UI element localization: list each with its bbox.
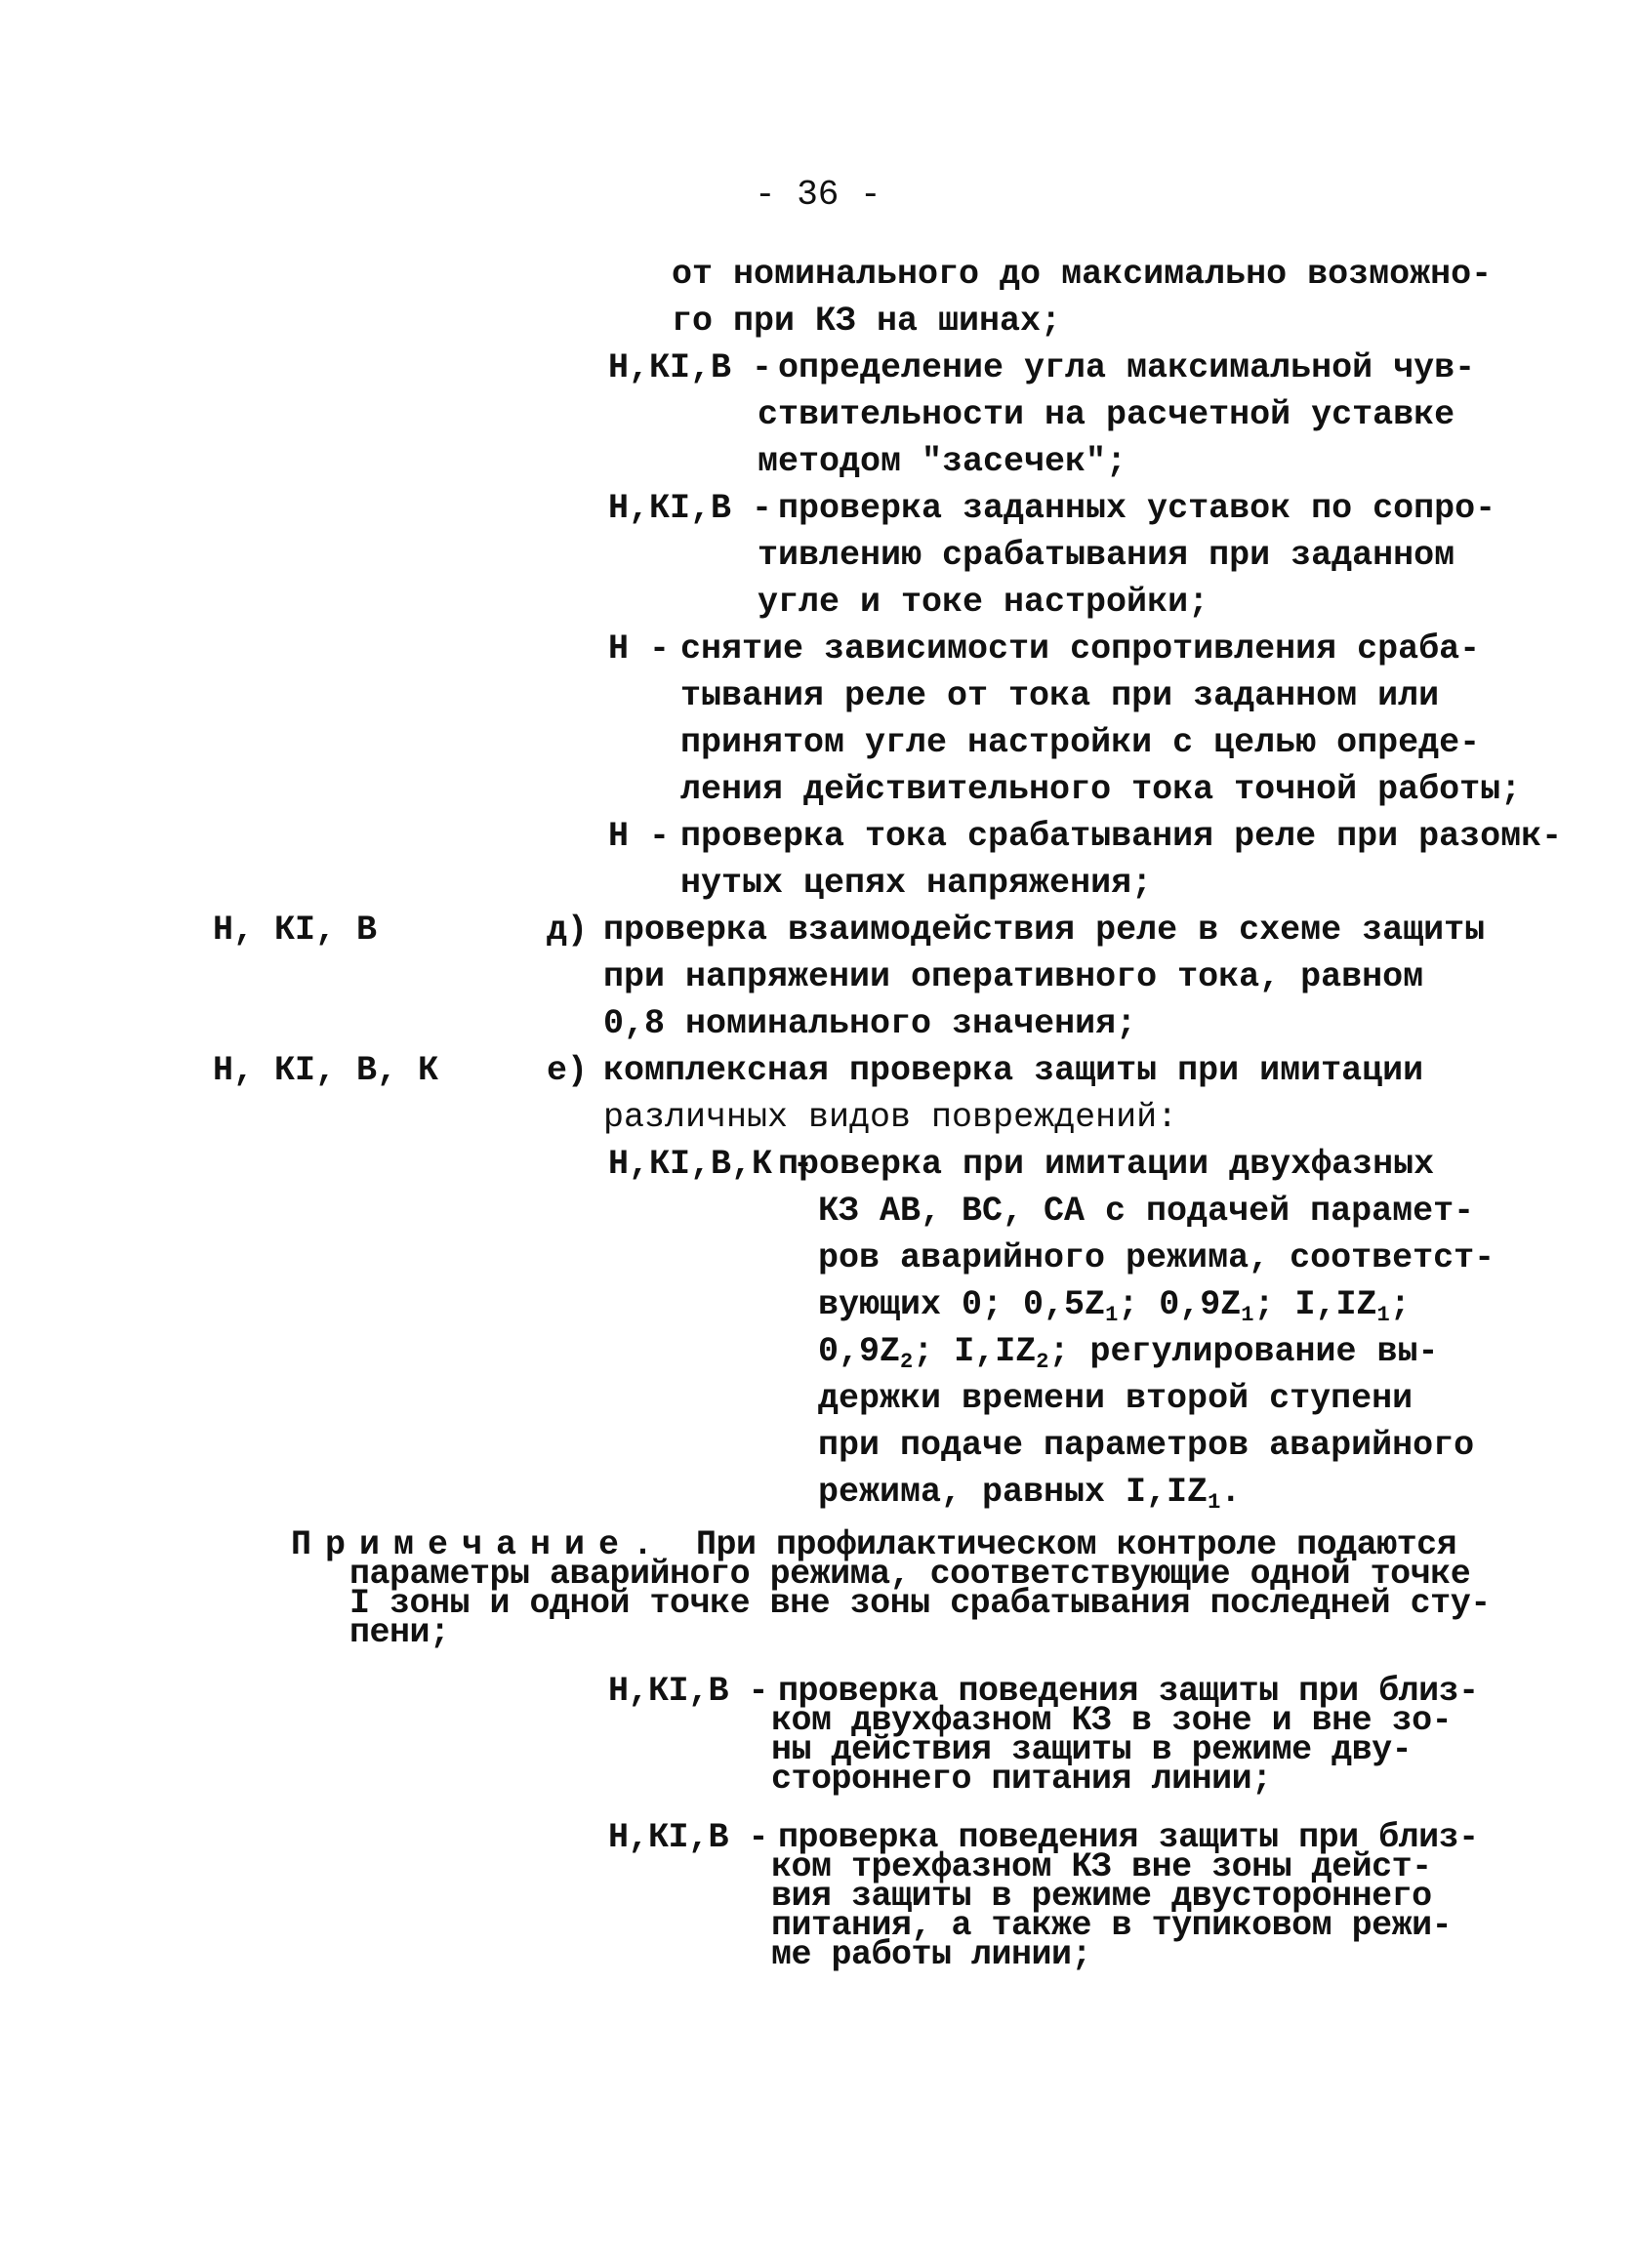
subscript: 2 — [900, 1350, 914, 1374]
note-line: I зоны и одной точке вне зоны срабатывания последней сту- — [349, 1584, 1491, 1623]
text-line: проверка тока срабатывания реле при разомк- — [680, 817, 1563, 856]
text-line: КЗ АВ, ВС, СА с подачей парамет- — [818, 1192, 1475, 1231]
text-line: угле и токе настройки; — [758, 583, 1209, 622]
subscript: 1 — [1241, 1303, 1254, 1327]
text-line: проверка при имитации двухфазных — [778, 1145, 1435, 1184]
item-code: Н,КI,В - — [608, 1818, 769, 1857]
note-line: При профилактическом контроле подаются — [696, 1525, 1457, 1564]
text-line: 0,8 номинального значения; — [603, 1004, 1137, 1043]
formula-text: режима, равных I,IZ — [818, 1473, 1209, 1512]
note-line: пени; — [349, 1613, 450, 1652]
subscript: 1 — [1376, 1303, 1390, 1327]
item-code: Н - — [608, 629, 671, 668]
text-line: комплексная проверка защиты при имитации — [603, 1051, 1424, 1090]
text-line: питания, а также в тупиковом режи- — [771, 1906, 1453, 1945]
text-line: ком трехфазном КЗ вне зоны дейст- — [771, 1847, 1432, 1886]
formula-text: ; I,IZ — [913, 1332, 1037, 1371]
text-line: держки времени второй ступени — [818, 1379, 1414, 1418]
formula-text: ; I,IZ — [1253, 1285, 1377, 1324]
item-code: Н,КI,В,К - — [608, 1145, 814, 1184]
formula-line — [818, 1469, 1241, 1516]
text-line: при подаче параметров аварийного — [818, 1426, 1475, 1465]
formula-text: ; 0,9Z — [1118, 1285, 1242, 1324]
text-line: проверка поведения защиты при близ- — [778, 1672, 1479, 1711]
text-line: нутых цепях напряжения; — [680, 864, 1153, 903]
section-marker: д) — [547, 911, 589, 950]
text-line: определение угла максимальной чув- — [778, 348, 1476, 387]
text-line: вия защиты в режиме двустороннего — [771, 1877, 1432, 1916]
text-line: ров аварийного режима, соответст- — [818, 1238, 1496, 1277]
text-line: тывания реле от тока при заданном или — [680, 676, 1440, 715]
text-line: го при КЗ на шинах; — [672, 302, 1062, 341]
text-line: ме работы линии; — [771, 1935, 1092, 1974]
text-line: стороннего питания линии; — [771, 1760, 1272, 1799]
formula-text: вующих 0; 0,5Z — [818, 1285, 1106, 1324]
section-marker: е) — [547, 1051, 589, 1090]
section-codes: Н, КI, В, К — [213, 1051, 439, 1090]
text-line: от номинального до максимально возможно- — [672, 255, 1493, 294]
text-line: тивлению срабатывания при заданном — [758, 536, 1455, 575]
formula-text: . — [1220, 1473, 1242, 1512]
text-line: ления действительного тока точной работы; — [680, 770, 1522, 809]
subscript: 2 — [1036, 1350, 1049, 1374]
text-line: проверка поведения защиты при близ- — [778, 1818, 1479, 1857]
subscript: 1 — [1105, 1303, 1119, 1327]
text-line: методом "засечек"; — [758, 442, 1127, 481]
formula-text: 0,9Z — [818, 1332, 901, 1371]
text-line: снятие зависимости сопротивления сраба- — [680, 629, 1481, 668]
item-code: Н,КI,В - — [608, 489, 773, 528]
item-code: Н,КI,В - — [608, 348, 773, 387]
formula-line — [818, 1281, 1411, 1328]
text-line: проверка взаимодействия реле в схеме защиты — [603, 911, 1486, 950]
text-line: ком двухфазном КЗ в зоне и вне зо- — [771, 1701, 1453, 1740]
text-line: ны действия защиты в режиме дву- — [771, 1730, 1413, 1769]
text-line: проверка заданных уставок по сопро- — [778, 489, 1496, 528]
formula-text: ; регулирование вы- — [1048, 1332, 1439, 1371]
note-line: параметры аварийного режима, соответствующие одной точке — [349, 1555, 1471, 1594]
subscript: 1 — [1208, 1490, 1221, 1515]
text-line: ствительности на расчетной уставке — [758, 395, 1455, 434]
formula-text: ; — [1389, 1285, 1411, 1324]
page-number: - 36 - — [755, 175, 881, 215]
item-code: Н - — [608, 817, 671, 856]
item-code: Н,КI,В - — [608, 1672, 769, 1711]
note-heading: Примечание. — [291, 1525, 668, 1564]
text-line: принятом угле настройки с целью опреде- — [680, 723, 1481, 762]
text-line: при напряжении оперативного тока, равном — [603, 957, 1424, 996]
formula-line — [818, 1328, 1439, 1375]
text-line: различных видов повреждений: — [603, 1098, 1178, 1137]
section-codes: Н, КI, В — [213, 911, 378, 950]
